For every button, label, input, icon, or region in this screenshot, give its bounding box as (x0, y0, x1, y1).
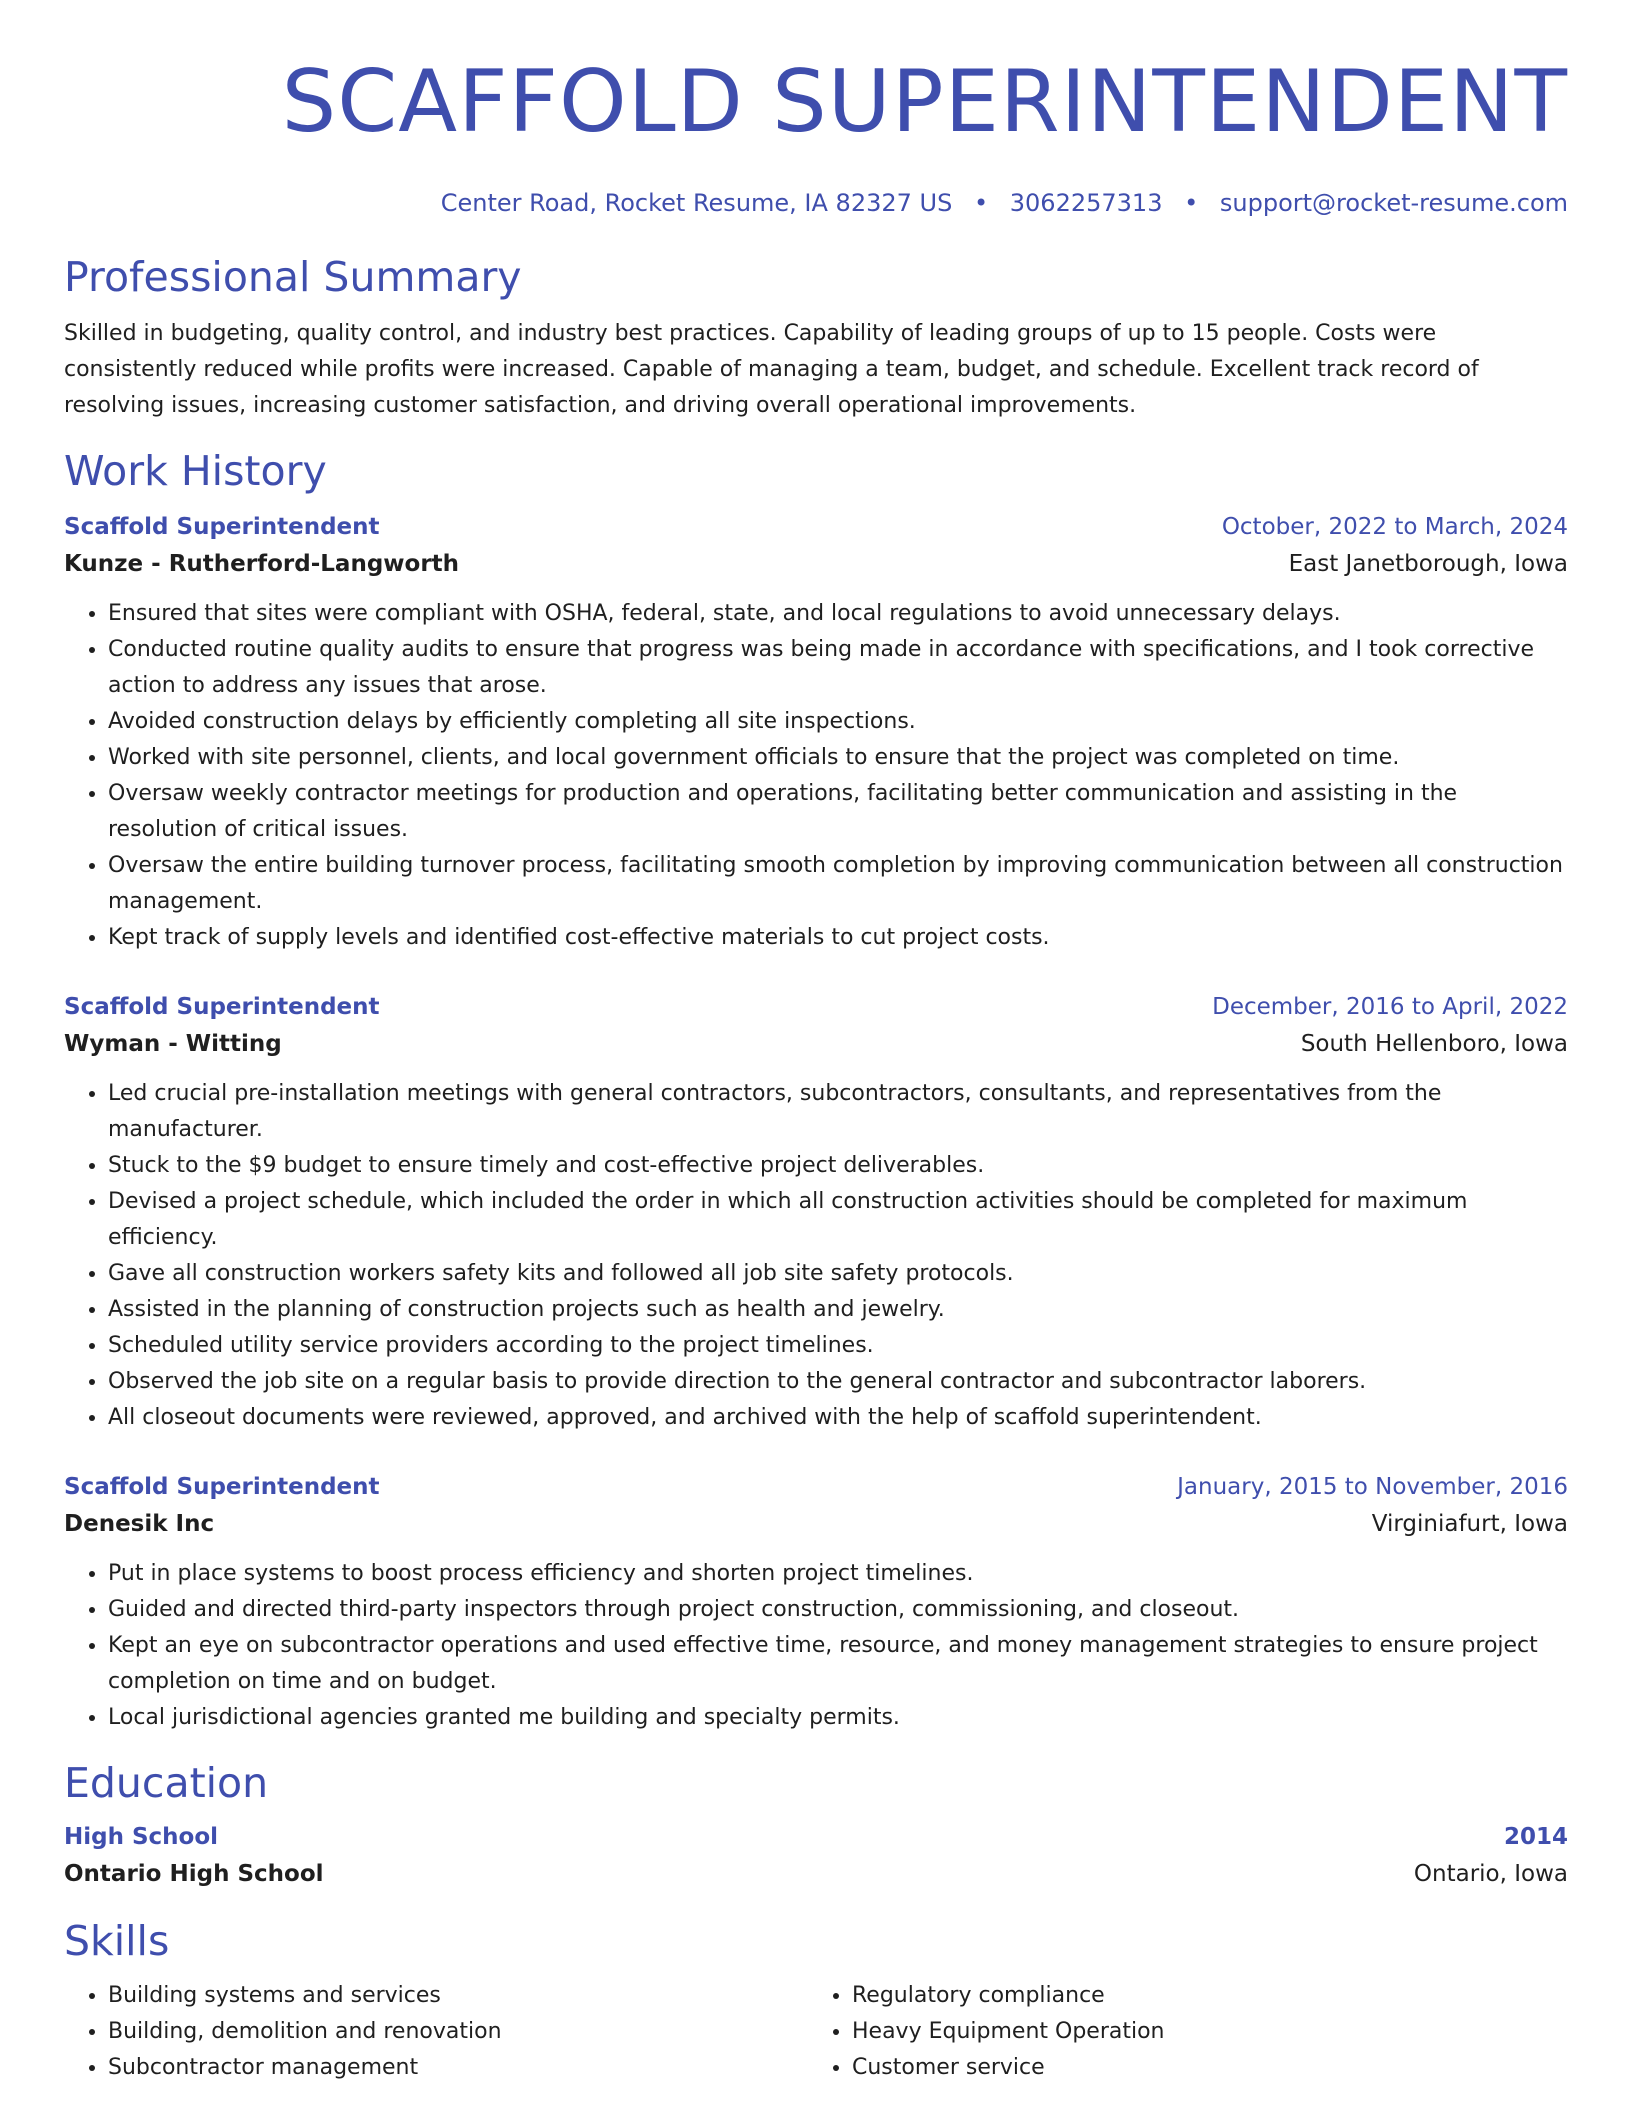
education-heading: Education (64, 1759, 269, 1807)
job-company: Denesik Inc (64, 1511, 215, 1537)
list-item: • Oversaw weekly contractor meetings for production and operations, facilitating better communication and assisting in the resolution of critical issues. (108, 776, 1568, 848)
skill-item: • Subcontractor management (108, 2050, 808, 2086)
education-degree: High School (64, 1824, 219, 1850)
list-item: • Scheduled utility service providers according to the project timelines. (108, 1328, 1568, 1364)
list-item: • Assisted in the planning of construction projects such as health and jewelry. (108, 1292, 1568, 1328)
list-item: • Kept an eye on subcontractor operations and used effective time, resource, and money management strategies to ensure project completion on time and on budget. (108, 1628, 1568, 1700)
education-location: Ontario, Iowa (1413, 1861, 1568, 1887)
job-title: Scaffold Superintendent (64, 994, 380, 1020)
education-year: 2014 (1503, 1824, 1568, 1850)
list-item: • Gave all construction workers safety kits and followed all job site safety protocols. (108, 1256, 1568, 1292)
education-entry (64, 1820, 1568, 1894)
list-item: • Avoided construction delays by efficiently completing all site inspections. (108, 704, 1568, 740)
job-bullets (64, 1556, 1568, 1736)
list-item: • Conducted routine quality audits to ensure that progress was being made in accordance with specifications, and I took corrective action to address any issues that arose. (108, 632, 1568, 704)
list-item: • Guided and directed third-party inspectors through project construction, commissioning, and closeout. (108, 1592, 1568, 1628)
contact-phone: 3062257313 (1009, 189, 1163, 217)
job-dates: January, 2015 to November, 2016 (1177, 1474, 1568, 1500)
list-item: • Stuck to the $9 budget to ensure timely and cost-effective project deliverables. (108, 1148, 1568, 1184)
summary-text: Skilled in budgeting, quality control, and industry best practices. Capability of leading groups of up to 15 people. Costs were consistently reduced while profits were increased. Capable of managing a team, budget, and schedule. Excellent track record of resolving issues, increasing customer satisfaction, and driving overall operational improvements. (64, 321, 1479, 418)
contact-separator: • (1184, 189, 1199, 217)
list-item: • Put in place systems to boost process efficiency and shorten project timelines. (108, 1556, 1568, 1592)
skill-item: • Heavy Equipment Operation (852, 2014, 1552, 2050)
contact-address: Center Road, Rocket Resume, IA 82327 US (440, 189, 953, 217)
job-location: Virginiafurt, Iowa (1371, 1511, 1568, 1537)
skill-item: • Regulatory compliance (852, 1978, 1552, 2014)
job-bullets (64, 1076, 1568, 1436)
job-company: Wyman - Witting (64, 1031, 282, 1057)
list-item: • Observed the job site on a regular basis to provide direction to the general contractor and subcontractor laborers. (108, 1364, 1568, 1400)
job-title: Scaffold Superintendent (64, 514, 380, 540)
skill-item: • Building, demolition and renovation (108, 2014, 808, 2050)
job-bullets (64, 596, 1568, 956)
list-item: • Ensured that sites were compliant with OSHA, federal, state, and local regulations to avoid unnecessary delays. (108, 596, 1568, 632)
list-item: • All closeout documents were reviewed, approved, and archived with the help of scaffold superintendent. (108, 1400, 1568, 1436)
resume-page (64, 0, 1568, 2086)
summary-heading: Professional Summary (64, 253, 522, 301)
contact-line (64, 188, 1568, 218)
job-company: Kunze - Rutherford-Langworth (64, 551, 460, 577)
list-item: • Led crucial pre-installation meetings with general contractors, subcontractors, consultants, and representatives from the manufacturer. (108, 1076, 1568, 1148)
list-item: • Worked with site personnel, clients, and local government officials to ensure that the project was completed on time. (108, 740, 1568, 776)
job-entry (64, 1470, 1568, 1736)
resume-name: SCAFFOLD SUPERINTENDENT (281, 52, 1568, 152)
contact-email[interactable]: support@rocket-resume.com (1219, 189, 1568, 217)
contact-separator: • (973, 189, 989, 217)
job-location: East Janetborough, Iowa (1288, 551, 1568, 577)
education-school: Ontario High School (64, 1861, 324, 1887)
work-history-section (64, 446, 1568, 1736)
job-title: Scaffold Superintendent (64, 1474, 380, 1500)
list-item: • Devised a project schedule, which included the order in which all construction activities should be completed for maximum efficiency. (108, 1184, 1568, 1256)
summary-section (64, 252, 1568, 424)
list-item: • Local jurisdictional agencies granted me building and specialty permits. (108, 1700, 1568, 1736)
skills-list-right (808, 1978, 1552, 2086)
job-dates: December, 2016 to April, 2022 (1212, 994, 1568, 1020)
list-item: • Oversaw the entire building turnover process, facilitating smooth completion by improving communication between all construction management. (108, 848, 1568, 920)
job-entry (64, 990, 1568, 1436)
skills-section (64, 1916, 1568, 2086)
job-entry (64, 510, 1568, 956)
skill-item: • Building systems and services (108, 1978, 808, 2014)
skill-item: • Customer service (852, 2050, 1552, 2086)
skills-list-left (64, 1978, 808, 2086)
job-location: South Hellenboro, Iowa (1300, 1031, 1568, 1057)
skills-columns (64, 1978, 1568, 2086)
work-history-heading: Work History (64, 447, 327, 495)
job-dates: October, 2022 to March, 2024 (1221, 514, 1568, 540)
skills-heading: Skills (64, 1917, 170, 1965)
list-item: • Kept track of supply levels and identified cost-effective materials to cut project costs. (108, 920, 1568, 956)
education-section (64, 1758, 1568, 1894)
